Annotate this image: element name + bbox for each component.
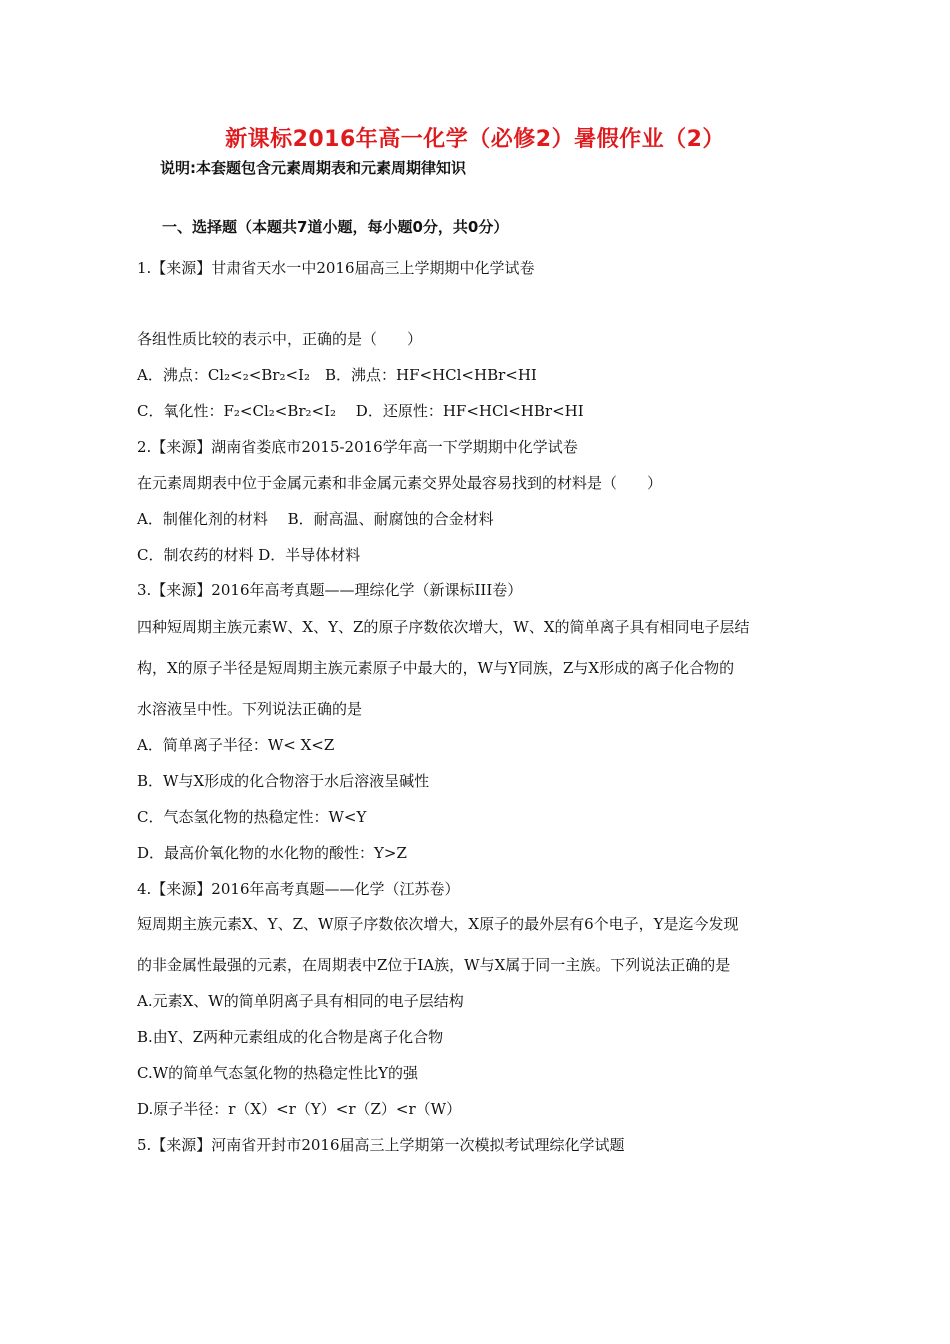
question-3-stem-line-3: 水溶液呈中性。下列说法正确的是 [137,700,363,718]
question-4-option-d: D.原子半径：r（X）<r（Y）<r（Z）<r（W） [137,1100,462,1118]
document-subtitle: 说明:本套题包含元素周期表和元素周期律知识 [160,159,467,177]
question-3-option-c: C．气态氢化物的热稳定性：W<Y [137,808,367,826]
question-3-stem-line-1: 四种短周期主族元素W、X、Y、Z的原子序数依次增大，W、X的简单离子具有相同电子层结 [137,618,750,636]
question-1-options-cd: C．氧化性：F₂<Cl₂<Br₂<I₂ D．还原性：HF<HCl<HBr<HI [137,402,584,420]
question-1-stem: 各组性质比较的表示中，正确的是（ ） [137,330,423,348]
question-3-option-d: D．最高价氧化物的水化物的酸性：Y>Z [137,844,407,862]
question-4-stem-line-2: 的非金属性最强的元素，在周期表中Z位于IA族，W与X属于同一主族。下列说法正确的是 [137,956,731,974]
question-1-source: 1.【来源】甘肃省天水一中2016届高三上学期期中化学试卷 [137,259,535,277]
question-3-option-a: A．简单离子半径：W< X<Z [137,736,335,754]
question-4-option-b: B.由Y、Z两种元素组成的化合物是离子化合物 [137,1028,444,1046]
question-4-stem-line-1: 短周期主族元素X、Y、Z、W原子序数依次增大，X原子的最外层有6个电子，Y是迄今发现 [137,915,739,933]
section-heading: 一、选择题（本题共7道小题，每小题0分，共0分） [162,218,509,236]
question-3-source: 3.【来源】2016年高考真题——理综化学（新课标III卷） [137,581,523,599]
question-2-options-ab: A．制催化剂的材料 B．耐高温、耐腐蚀的合金材料 [137,510,494,528]
document-title: 新课标2016年高一化学（必修2）暑假作业（2） [225,127,725,152]
question-4-source: 4.【来源】2016年高考真题——化学（江苏卷） [137,880,460,898]
question-4-option-c: C.W的简单气态氢化物的热稳定性比Y的强 [137,1064,419,1082]
question-1-options-ab: A．沸点：Cl₂<₂<Br₂<I₂ B．沸点：HF<HCl<HBr<HI [137,366,537,384]
question-2-stem: 在元素周期表中位于金属元素和非金属元素交界处最容易找到的材料是（ ） [137,474,663,492]
question-3-stem-line-2: 构，X的原子半径是短周期主族元素原子中最大的，W与Y同族，Z与X形成的离子化合物的 [137,659,735,677]
question-5-source: 5.【来源】河南省开封市2016届高三上学期第一次模拟考试理综化学试题 [137,1136,625,1154]
question-2-source: 2.【来源】湖南省娄底市2015-2016学年高一下学期期中化学试卷 [137,438,578,456]
question-4-option-a: A.元素X、W的简单阴离子具有相同的电子层结构 [137,992,464,1010]
question-3-option-b: B．W与X形成的化合物溶于水后溶液呈碱性 [137,772,430,790]
question-2-options-cd: C．制农药的材料 D．半导体材料 [137,546,361,564]
